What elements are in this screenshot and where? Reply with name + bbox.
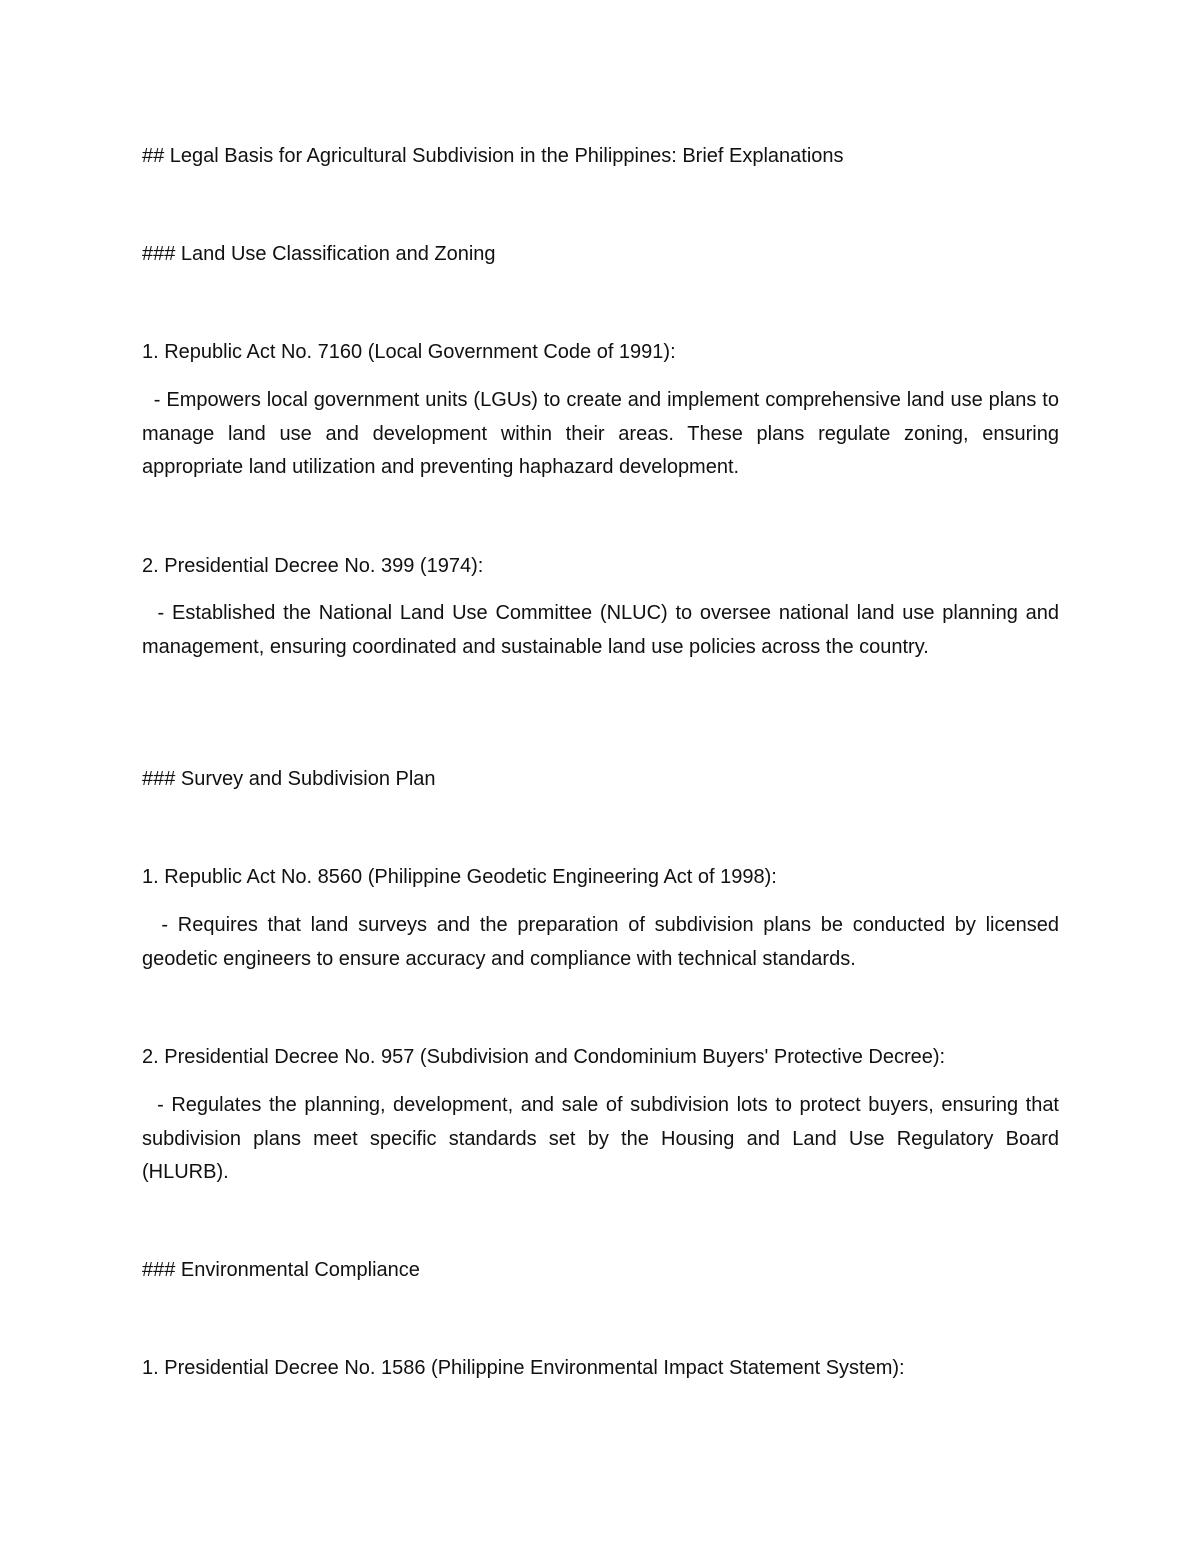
section-heading-survey: ### Survey and Subdivision Plan	[142, 768, 436, 790]
item-label-pd-399: 2. Presidential Decree No. 399 (1974):	[142, 555, 484, 577]
item-label-pd-1586: 1. Presidential Decree No. 1586 (Philippine Environmental Impact Statement System):	[142, 1357, 905, 1379]
item-label-pd-957: 2. Presidential Decree No. 957 (Subdivision and Condominium Buyers' Protective Decree):	[142, 1046, 946, 1068]
item-text-ra-8560: - Requires that land surveys and the preparation of subdivision plans be conducted by licensed geodetic engineers to ensure accuracy and compliance with technical standards.	[142, 914, 1059, 970]
section-heading-environmental: ### Environmental Compliance	[142, 1259, 420, 1281]
item-text-ra-7160: - Empowers local government units (LGUs) to create and implement comprehensive land use plans to manage land use and development within their areas. These plans regulate zoning, ensuring appropriate land utilization and preventing haphazard development.	[142, 389, 1059, 478]
document-title: ## Legal Basis for Agricultural Subdivision in the Philippines: Brief Explanations	[142, 145, 844, 167]
item-label-ra-8560: 1. Republic Act No. 8560 (Philippine Geodetic Engineering Act of 1998):	[142, 866, 777, 888]
item-text-pd-399: - Established the National Land Use Committee (NLUC) to oversee national land use planning and management, ensuring coordinated and sustainable land use policies across the country.	[142, 602, 1059, 658]
item-text-pd-957: - Regulates the planning, development, and sale of subdivision lots to protect buyers, ensuring that subdivision plans meet specific standards set by the Housing and Land Use Regulatory Board (HLURB).	[142, 1094, 1059, 1183]
section-heading-land-use: ### Land Use Classification and Zoning	[142, 243, 496, 265]
item-label-ra-7160: 1. Republic Act No. 7160 (Local Government Code of 1991):	[142, 341, 676, 363]
